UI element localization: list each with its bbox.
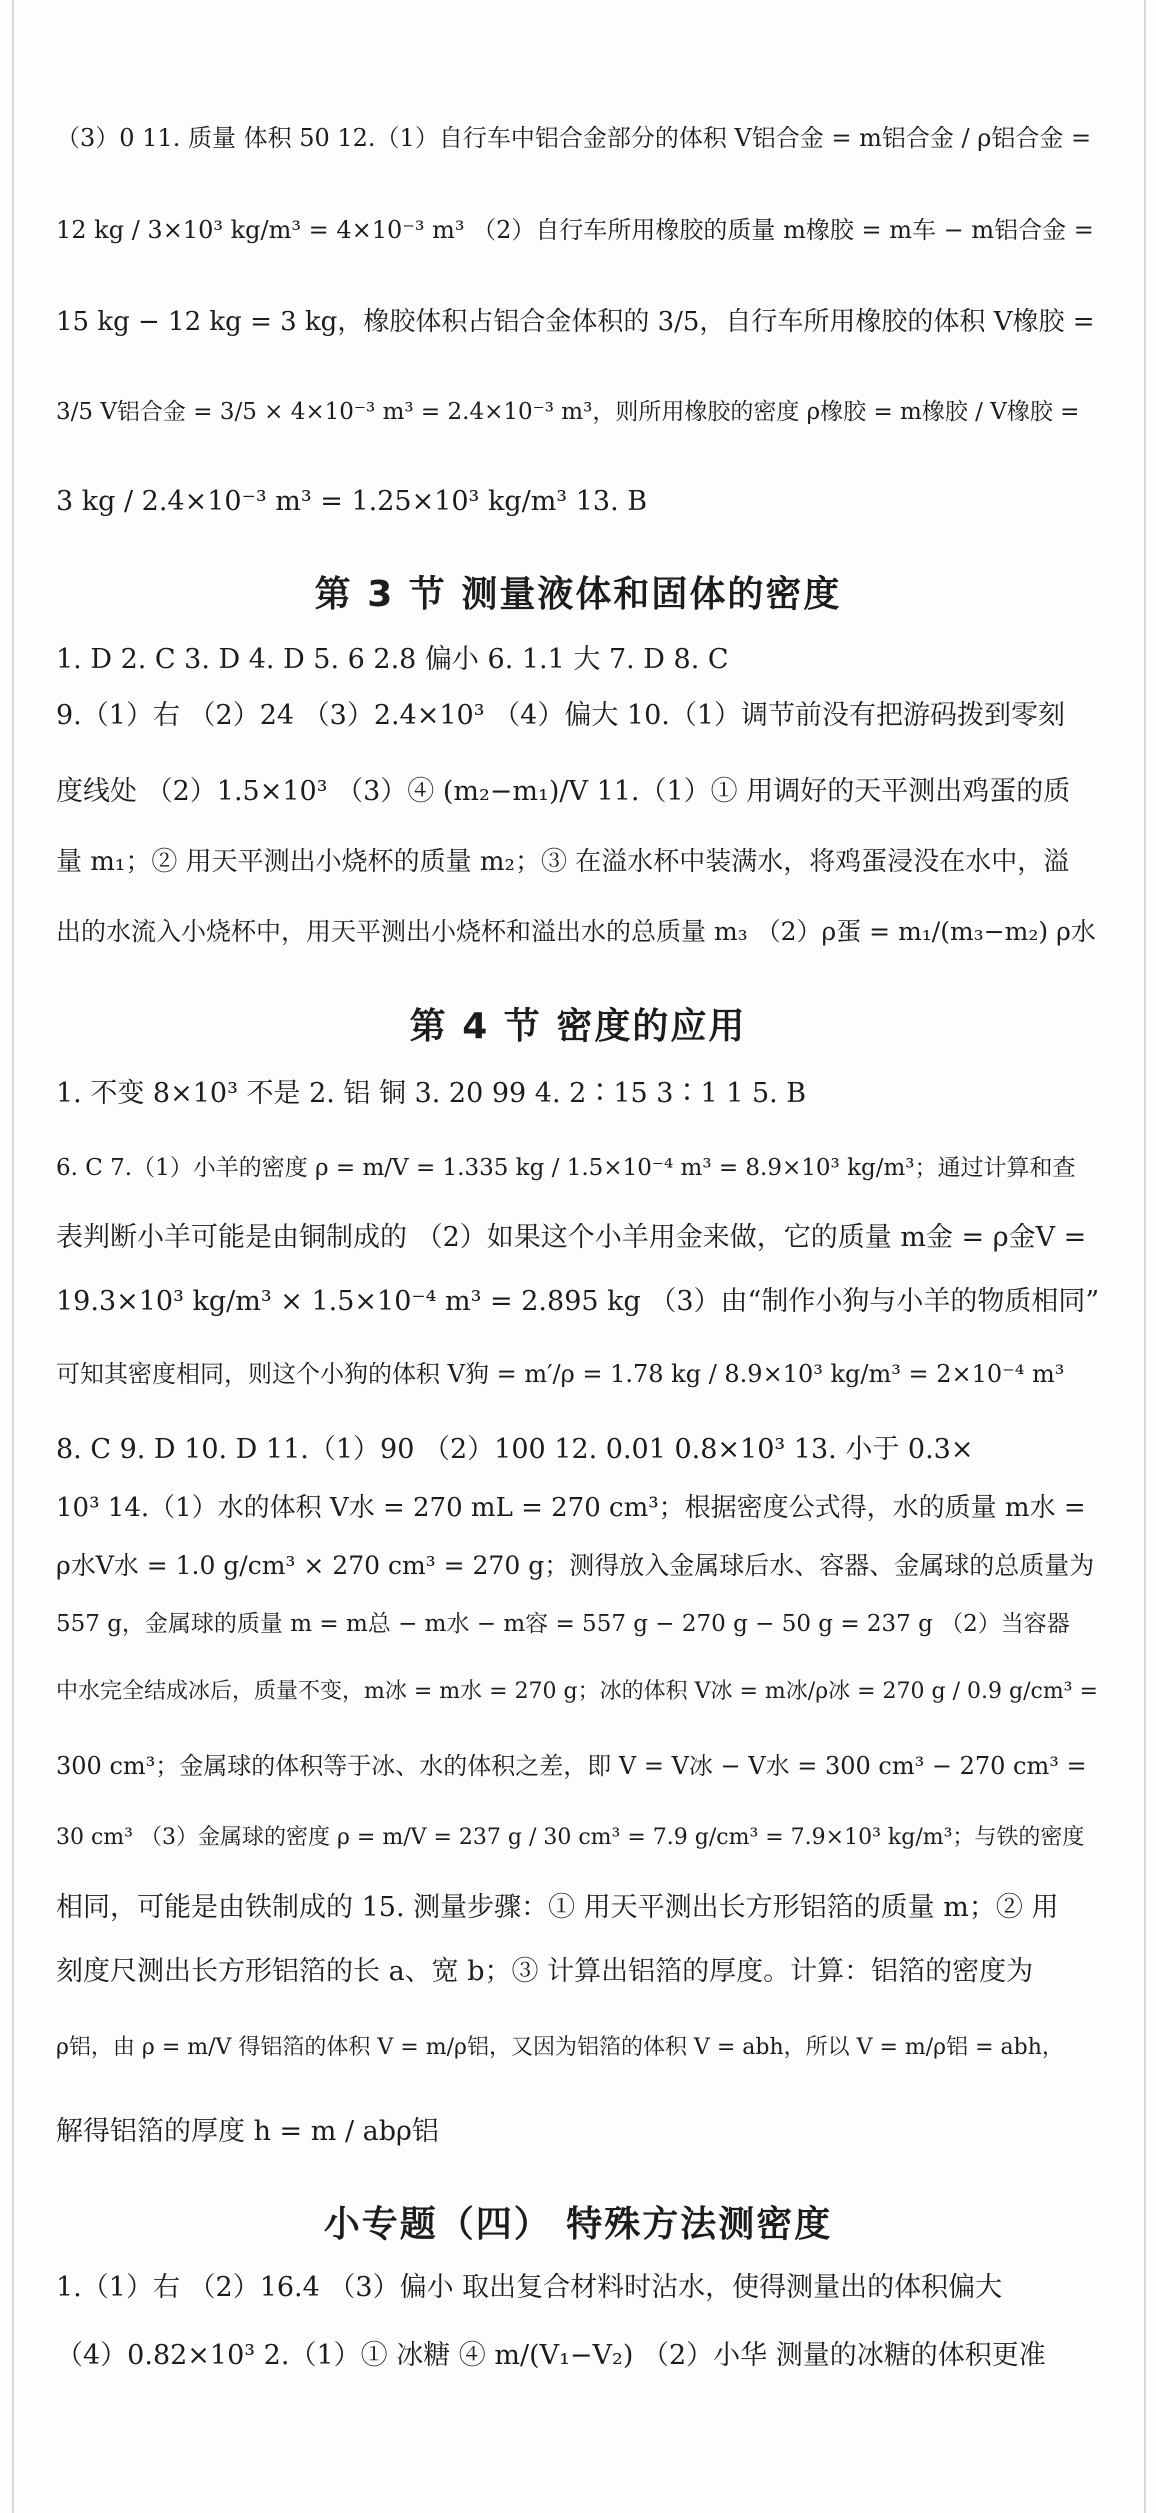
text-line: （3）0 11. 质量 体积 50 12.（1）自行车中铝合金部分的体积 V铝合金 = m铝合金 / ρ铝合金 =: [56, 124, 1092, 152]
text-line: 6. C 7.（1）小羊的密度 ρ = m/V = 1.335 kg / 1.5×10⁻⁴ m³ = 8.9×10³ kg/m³；通过计算和查: [56, 1155, 1076, 1181]
section-heading: 小专题（四） 特殊方法测密度: [323, 2204, 833, 2245]
text-line: ρ水V水 = 1.0 g/cm³ × 270 cm³ = 270 g；测得放入金属球后水、容器、金属球的总质量为: [56, 1551, 1095, 1580]
text-line: 10³ 14.（1）水的体积 V水 = 270 mL = 270 cm³；根据密度公式得，水的质量 m水 =: [56, 1493, 1086, 1523]
text-line: 30 cm³ （3）金属球的密度 ρ = m/V = 237 g / 30 cm³ = 7.9 g/cm³ = 7.9×10³ kg/m³；与铁的密度: [56, 1825, 1085, 1850]
text-line: 557 g，金属球的质量 m = m总 − m水 − m容 = 557 g − 270 g − 50 g = 237 g （2）当容器: [56, 1611, 1070, 1637]
text-line: 相同，可能是由铁制成的 15. 测量步骤：① 用天平测出长方形铝箔的质量 m；② 用: [56, 1892, 1059, 1923]
section-heading: 第 4 节 密度的应用: [409, 1006, 747, 1047]
right-margin-rule: [1144, 0, 1146, 2513]
text-line: ρ铝，由 ρ = m/V 得铝箔的体积 V = m/ρ铝，又因为铝箔的体积 V = abh，所以 V = m/ρ铝 = abh，: [56, 2035, 1064, 2060]
text-line: 12 kg / 3×10³ kg/m³ = 4×10⁻³ m³ （2）自行车所用橡胶的质量 m橡胶 = m车 − m铝合金 =: [56, 216, 1094, 244]
text-line: 表判断小羊可能是由铜制成的 （2）如果这个小羊用金来做，它的质量 m金 = ρ金V =: [56, 1222, 1087, 1253]
text-line: 300 cm³；金属球的体积等于冰、水的体积之差，即 V = V冰 − V水 = 300 cm³ − 270 cm³ =: [56, 1752, 1087, 1780]
text-line: 中水完全结成冰后，质量不变，m冰 = m水 = 270 g；冰的体积 V冰 = m冰/ρ冰 = 270 g / 0.9 g/cm³ =: [56, 1679, 1098, 1704]
text-line: 9.（1）右 （2）24 （3）2.4×10³ （4）偏大 10.（1）调节前没有把游码拨到零刻: [56, 700, 1066, 731]
text-line: 3/5 V铝合金 = 3/5 × 4×10⁻³ m³ = 2.4×10⁻³ m³，则所用橡胶的密度 ρ橡胶 = m橡胶 / V橡胶 =: [56, 399, 1080, 425]
text-line: 15 kg − 12 kg = 3 kg，橡胶体积占铝合金体积的 3/5，自行车所用橡胶的体积 V橡胶 =: [56, 307, 1095, 337]
text-line: 8. C 9. D 10. D 11.（1）90 （2）100 12. 0.01 0.8×10³ 13. 小于 0.3×: [56, 1434, 974, 1465]
text-line: 度线处 （2）1.5×10³ （3）④ (m₂−m₁)/V 11.（1）① 用调好的天平测出鸡蛋的质: [56, 776, 1071, 807]
text-line: （4）0.82×10³ 2.（1）① 冰糖 ④ m/(V₁−V₂) （2）小华 测量的冰糖的体积更准: [56, 2340, 1046, 2371]
section-heading: 第 3 节 测量液体和固体的密度: [314, 574, 842, 615]
text-line: 1.（1）右 （2）16.4 （3）偏小 取出复合材料时沾水，使得测量出的体积偏大: [56, 2272, 1003, 2303]
text-line: 解得铝箔的厚度 h = m / abρ铝: [56, 2116, 439, 2147]
text-line: 量 m₁；② 用天平测出小烧杯的质量 m₂；③ 在溢水杯中装满水，将鸡蛋浸没在水中，溢: [56, 847, 1070, 877]
text-line: 1. 不变 8×10³ 不是 2. 铝 铜 3. 20 99 4. 2∶15 3∶1 1 5. B: [56, 1078, 807, 1109]
text-line: 刻度尺测出长方形铝箔的长 a、宽 b；③ 计算出铝箔的厚度。计算：铝箔的密度为: [56, 1956, 1034, 1987]
text-line: 3 kg / 2.4×10⁻³ m³ = 1.25×10³ kg/m³ 13. B: [56, 486, 648, 517]
text-line: 出的水流入小烧杯中，用天平测出小烧杯和溢出水的总质量 m₃ （2）ρ蛋 = m₁/(m₃−m₂) ρ水: [56, 917, 1096, 946]
text-line: 可知其密度相同，则这个小狗的体积 V狗 = m′/ρ = 1.78 kg / 8.9×10³ kg/m³ = 2×10⁻⁴ m³: [56, 1360, 1065, 1388]
left-margin-rule: [12, 0, 14, 2513]
text-line: 1. D 2. C 3. D 4. D 5. 6 2.8 偏小 6. 1.1 大 7. D 8. C: [56, 644, 729, 675]
text-line: 19.3×10³ kg/m³ × 1.5×10⁻⁴ m³ = 2.895 kg （3）由“制作小狗与小羊的物质相同”: [56, 1286, 1100, 1317]
